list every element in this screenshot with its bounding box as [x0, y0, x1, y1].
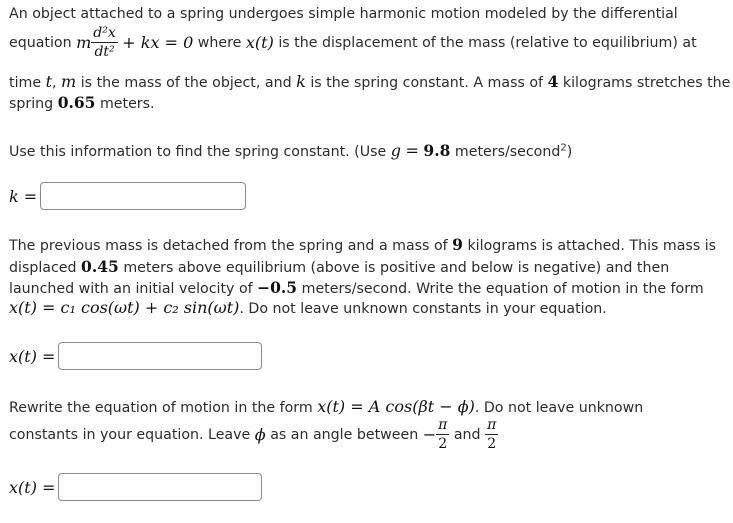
- xt-answer-input-1[interactable]: [58, 342, 262, 370]
- part1-answer-row: [9, 182, 246, 210]
- derivative-fraction: $\frac{\text{d²x}}{\text{dt²}}$: [93, 25, 116, 60]
- part3-line-2: constants in your equation. Leave ϕ as an angle between − $\frac{\pi}{2}$ and $\frac{\pi}{2}$: [9, 417, 497, 452]
- problem-line-4: spring 0.65 meters.: [9, 93, 155, 112]
- xt-answer-input-2[interactable]: [58, 473, 262, 501]
- pi-over-2: $\frac{\pi}{2}$: [487, 417, 497, 452]
- xt-label-1: x(t) =: [9, 346, 56, 366]
- part1-instructions: Use this information to find the spring constant. (Use g = 9.8 meters/second$^2$): [9, 141, 573, 160]
- part2-line-3: launched with an initial velocity of −0.5 meters/second. Write the equation of motion in the form: [9, 278, 704, 297]
- neg-pi-over-2: $\frac{\pi}{2}$: [438, 417, 448, 452]
- problem-line-3: time t, m is the mass of the object, and k is the spring constant. A mass of 4 kilograms stretches the: [9, 72, 731, 91]
- part2-line-4: x(t) = c₁ cos(ωt) + c₂ sin(ωt). Do not leave unknown constants in your equation.: [9, 298, 607, 317]
- problem-line-2: equation m $\frac{\text{d²x}}{\text{dt²}}$ + kx = 0 where x(t) is the displacement of the mass (relative to equilibrium) at: [9, 25, 697, 60]
- part3-line-1: Rewrite the equation of motion in the form x(t) = A cos(βt − ϕ). Do not leave unknown: [9, 397, 644, 416]
- k-answer-input[interactable]: [40, 182, 246, 210]
- xt-label-2: x(t) =: [9, 477, 56, 497]
- k-label: k =: [9, 186, 38, 206]
- motion-form-1: x(t) = c₁ cos(ωt) + c₂ sin(ωt): [9, 298, 240, 317]
- part3-answer-row: [9, 473, 262, 501]
- problem-line-1: An object attached to a spring undergoes simple harmonic motion modeled by the differential: [9, 6, 678, 22]
- motion-form-2: x(t) = A cos(βt − ϕ): [317, 397, 475, 416]
- part2-line-2: displaced 0.45 meters above equilibrium (above is positive and below is negative) and then: [9, 257, 670, 276]
- part2-line-1: The previous mass is detached from the spring and a mass of 9 kilograms is attached. This mass is: [9, 235, 717, 254]
- part2-answer-row: [9, 342, 262, 370]
